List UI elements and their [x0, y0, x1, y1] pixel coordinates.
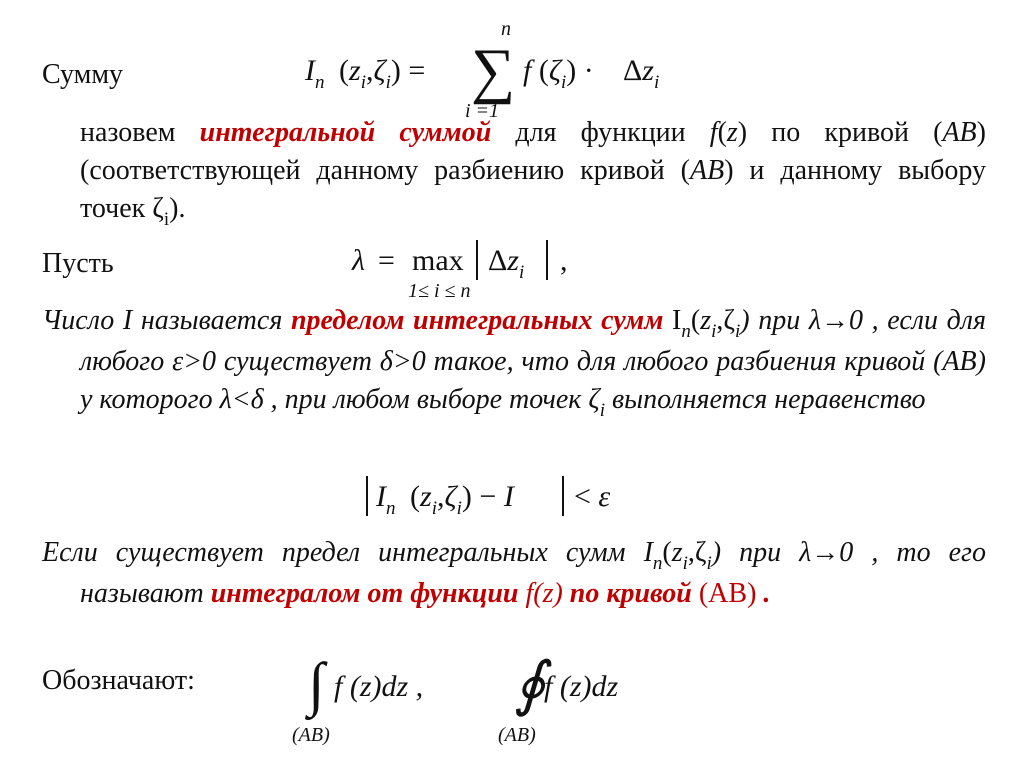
formula-lambda-max: λ = max 1≤ i ≤ n $\Delta z_i$ ,: [352, 240, 612, 306]
paragraph-limit-definition: Число I называется пределом интегральных сумм $I_n(z_i,\zeta_i)$ при λ→0 , если для любого ε>0 существует δ>0 такое, что для любого разбиения кривой (AB) у которого λ<δ , при любом выборе точек $\zeta_i$ выполняется неравенство: [42, 305, 986, 421]
paragraph-integral-definition: Если существует предел интегральных сумм $I_n(z_i,\zeta_i)$ при λ→0 , то его называют интегралом от функции f(z) по кривой (AB) .: [42, 537, 986, 609]
formula-inequality: $I_n$ $(z_i,\zeta_i) - I$ < ε: [360, 476, 640, 524]
formula-integral-notation: ∫ f (z)dz , (AB) ∮ f (z)dz (AB): [292, 651, 619, 746]
contour-integral-symbol: ∮: [514, 651, 546, 717]
formula-integral-sum: $I_n$ $(z_i,\zeta_i)$ = n ∑ i =1 f $(\zeta_i)$ · $\Delta z_i$: [305, 18, 660, 122]
label-summu: Сумму: [42, 59, 124, 90]
label-oboznachayut: Обозначают:: [42, 665, 195, 696]
paragraph-integral-sum-definition: назовем интегральной суммой для функции f(z) по кривой (AB) (соответствующей данному разбиению кривой (AB) и данному выбору точек $\zeta_i$).: [80, 117, 986, 230]
label-pust: Пусть: [42, 248, 114, 279]
integral-symbol: ∫: [308, 651, 325, 717]
